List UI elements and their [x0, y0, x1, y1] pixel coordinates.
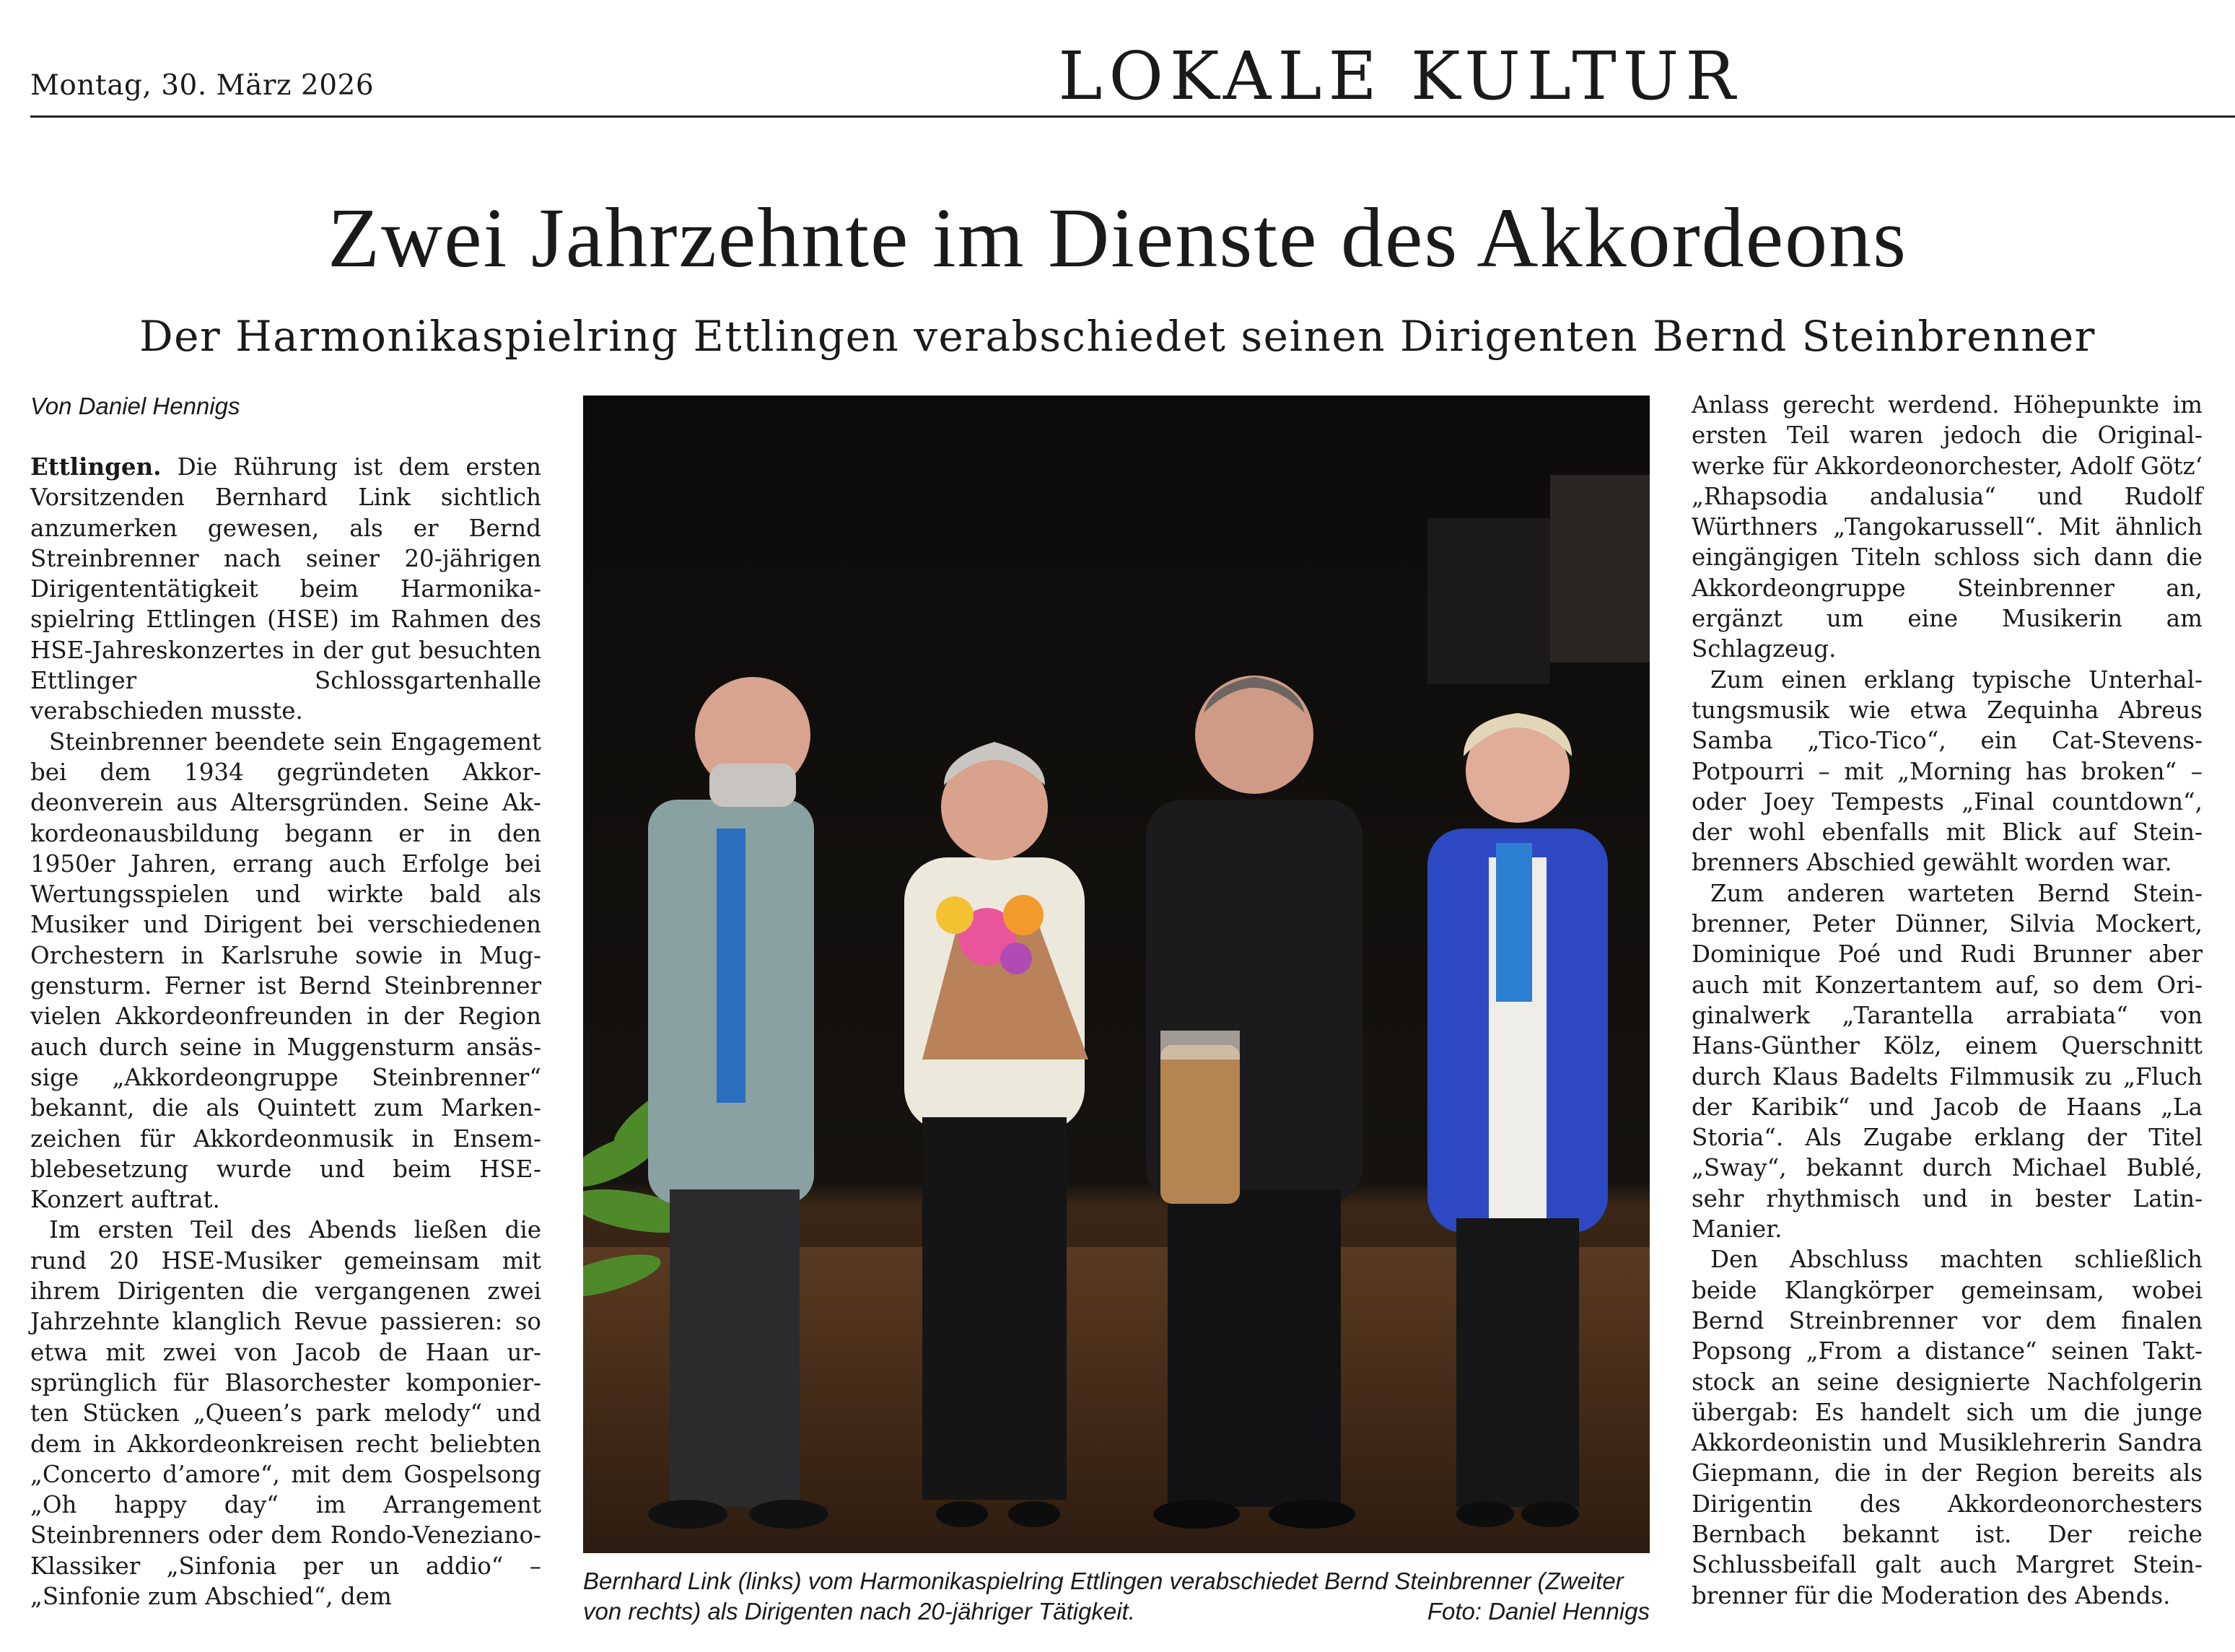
article-paragraph: Im ersten Teil des Abends ließen die rund 20 HSE-Musiker gemeinsam mit ihrem Dirigenten die vergangenen zwei Jahrzehnte klanglich Revue passieren: so etwa mit zwei von Jacob de Haan ursprünglich für Blasorchester komponierten Stücken „Queen’s park melody“ und dem in Akkordeonkreisen recht beliebten „Concerto d’amore“, mit dem Gospelsong „Oh happy day“ im Arrangement Steinbrenners oder dem Rondo-Veneziano-Klassiker „Sinfonia per un addio“ – „Sinfonie zum Abschied“, dem: [30, 1216, 541, 1610]
dateline: Ettlingen.: [30, 453, 162, 481]
article-column-left: [30, 452, 541, 1612]
person-3: [1146, 676, 1363, 1529]
section-title: LOKALE KULTUR: [1058, 38, 1742, 115]
photo-credit: Foto: Daniel Hennigs: [1427, 1598, 1650, 1625]
photo-caption: [583, 1566, 1650, 1627]
article-paragraph: Zum einen erklang typische Unterhaltungsmusik wie etwa Zequinha Abreus Samba „Tico-Tico“, ein Cat-Stevens-Potpourri – mit „Morning has broken“ – oder Joey Tempests „Final countdown“, der wohl ebenfalls mit Blick auf Steinbrenners Abschied gewählt worden war.: [1692, 665, 2203, 877]
header-rule: [30, 115, 2235, 118]
article-paragraph: Ettlingen. Die Rührung ist dem ersten Vorsitzenden Bernhard Link sichtlich anzumerken gewesen, als er Bernd Streinbrenner nach seiner 20-jährigen Dirigententätigkeit beim Harmonikaspielring Ettlingen (HSE) im Rahmen des HSE-Jahreskonzertes in der gut besuchten Ettlinger Schlossgartenhalle verabschieden musste.: [30, 453, 541, 725]
article-photo: [583, 395, 1650, 1553]
article-paragraph: Steinbrenner beendete sein Engagement bei dem 1934 gegründeten Akkordeonverein aus Altersgründen. Seine Akkordeonausbildung begann er in den 1950er Jahren, errang auch Erfolge bei Wertungsspielen und wirkte bald als Musiker und Dirigent bei verschiedenen Orchestern in Karlsruhe sowie in Muggensturm. Ferner ist Bernd Steinbrenner vielen Akkordeonfreunden in der Region auch durch seine in Muggensturm ansässige „Akkordeongruppe Steinbrenner“ bekannt, die als Quintett zum Markenzeichen für Akkordeonmusik in Ensemblebesetzung wurde und beim HSE-Konzert auftrat.: [30, 727, 541, 1214]
photo-illustration: [583, 395, 1650, 1553]
article-paragraph: Anlass gerecht werdend. Höhepunkte im ersten Teil waren jedoch die Originalwerke für Akkordeonorchester, Adolf Götz‘ „Rhapsodia andalusia“ und Rudolf Würthners „Tangokarussell“. Mit ähnlich eingängigen Titeln schloss sich dann die Akkordeongruppe Steinbrenner an, ergänzt um eine Musikerin am Schlagzeug.: [1692, 391, 2203, 663]
caption-text: Bernhard Link (links) vom Harmonikaspielring Ettlingen verabschiedet Bernd Steinbrenner (Zweiter von rechts) als Dirigenten nach 20-jähriger Tätigkeit.: [583, 1568, 1624, 1625]
issue-date: Montag, 30. März 2026: [30, 69, 375, 102]
headline: Zwei Jahrzehnte im Dienste des Akkordeons: [327, 191, 1908, 285]
byline: Von Daniel Hennigs: [30, 393, 240, 419]
article-paragraph: Den Abschluss machten schließlich beide Klangkörper gemeinsam, wobei Bernd Streinbrenner vor dem finalen Popsong „From a distance“ seinen Taktstock an seine designierte Nachfolgerin übergab: Es handelt sich um die junge Akkordeonistin und Musiklehrerin Sandra Giepmann, die in der Region bereits als Dirigentin des Akkordeonorchesters Bernbach bekannt ist. Der reiche Schlussbeifall galt auch Margret Steinbrenner für die Moderation des Abends.: [1692, 1246, 2203, 1609]
article-paragraph: Zum anderen warteten Bernd Steinbrenner, Peter Dünner, Silvia Mockert, Dominique Poé und Rudi Brunner aber auch mit Konzertantem auf, so dem Originalwerk „Tarantella arrabiata“ von Hans-Günther Kölz, einem Querschnitt durch Klaus Badelts Filmmusik zu „Fluch der Karibik“ und Jacob de Haans „La Storia“. Als Zugabe erklang der Titel „Sway“, bekannt durch Michael Bublé, sehr rhythmisch und in bester Latin-Manier.: [1692, 879, 2203, 1244]
subheadline: Der Harmonikaspielring Ettlingen verabschiedet seinen Dirigenten Bernd Steinbrenner: [139, 312, 2096, 361]
article-column-right: [1692, 390, 2203, 1611]
